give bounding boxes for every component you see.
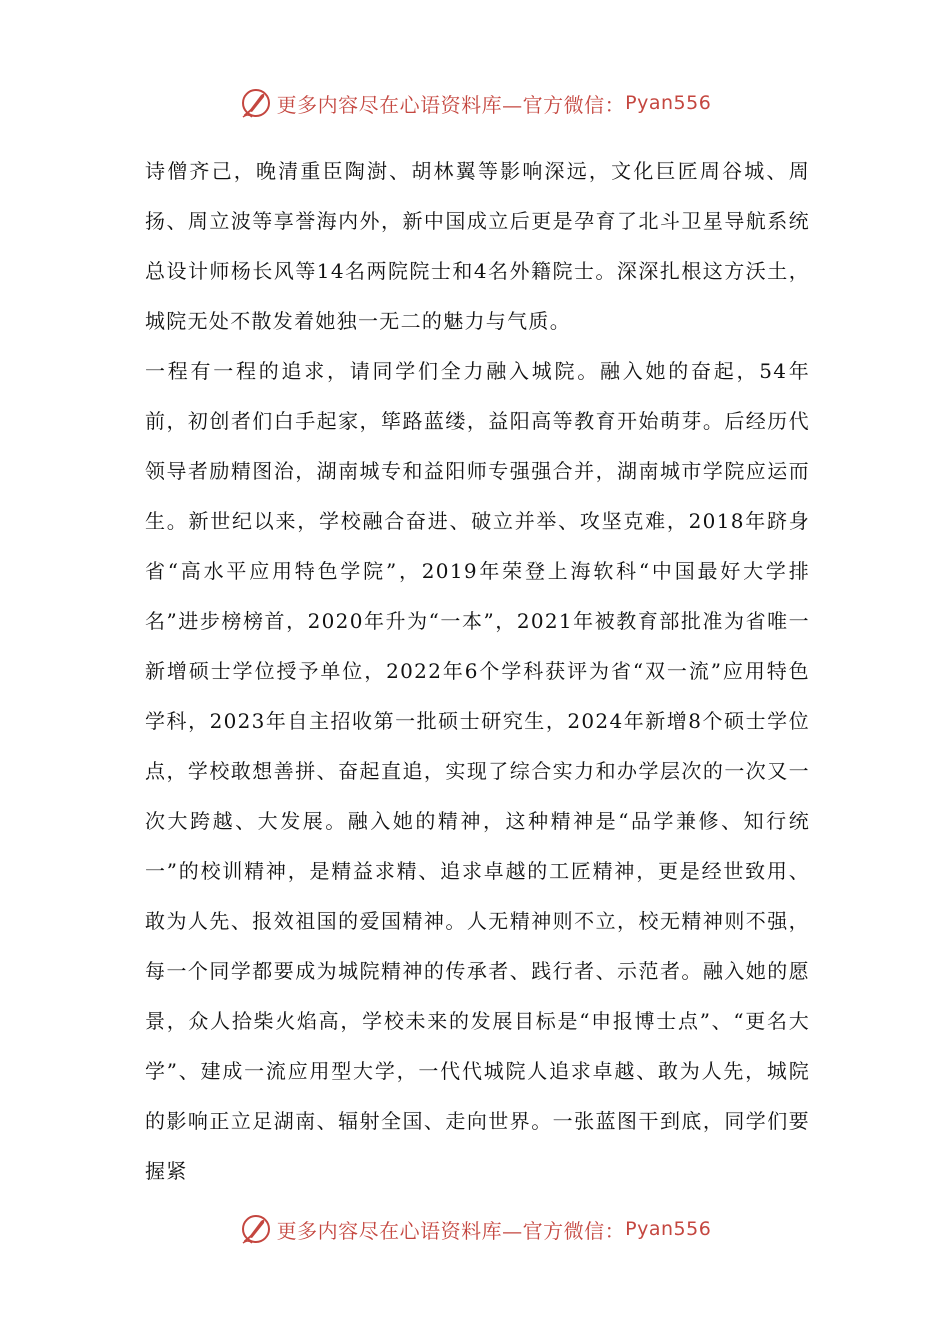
- footer-banner-text: 更多内容尽在心语资料库—官方微信：: [276, 1218, 626, 1243]
- quill-logo-icon: [239, 86, 273, 120]
- paragraph-2: 一程有一程的追求，请同学们全力融入城院。融入她的奋起，54年前，初创者们白手起家，筚路蓝缕，益阳高等教育开始萌芽。后经历代领导者励精图治，湖南城专和益阳师专强强合并，湖南城市学院应运而生。新世纪以来，学校融合奋进、破立并举、攻坚克难，2018年跻身省“高水平应用特色学院”，2019年荣登上海软科“中国最好大学排名”进步榜榜首，2020年升为“一本”，2021年被教育部批准为省唯一新增硕士学位授予单位，2022年6个学科获评为省“双一流”应用特色学科，2023年自主招收第一批硕士研究生，2024年新增8个硕士学位点，学校敢想善拼、奋起直追，实现了综合实力和办学层次的一次又一次大跨越、大发展。融入她的精神，这种精神是“品学兼修、知行统一”的校训精神，是精益求精、追求卓越的工匠精神，更是经世致用、敢为人先、报效祖国的爱国精神。人无精神则不立，校无精神则不强，每一个同学都要成为城院精神的传承者、践行者、示范者。融入她的愿景，众人拾柴火焰高，学校未来的发展目标是“申报博士点”、“更名大学”、建成一流应用型大学，一代代城院人追求卓越、敢为人先，城院的影响正立足湖南、辐射全国、走向世界。一张蓝图干到底，同学们要握紧: [145, 359, 810, 1183]
- header-banner: [0, 86, 950, 120]
- footer-wechat-id: Pyan556: [625, 1218, 712, 1240]
- header-wechat-id: Pyan556: [625, 92, 712, 114]
- document-body: [145, 146, 810, 1196]
- footer-banner: [0, 1212, 950, 1246]
- header-banner-text: 更多内容尽在心语资料库—官方微信：: [276, 92, 626, 117]
- paragraph-1: 诗僧齐己，晚清重臣陶澍、胡林翼等影响深远，文化巨匠周谷城、周扬、周立波等享誉海内外，新中国成立后更是孕育了北斗卫星导航系统总设计师杨长风等14名两院院士和4名外籍院士。深深扎根这方沃土，城院无处不散发着她独一无二的魅力与气质。: [145, 159, 810, 333]
- quill-logo-icon: [239, 1212, 273, 1246]
